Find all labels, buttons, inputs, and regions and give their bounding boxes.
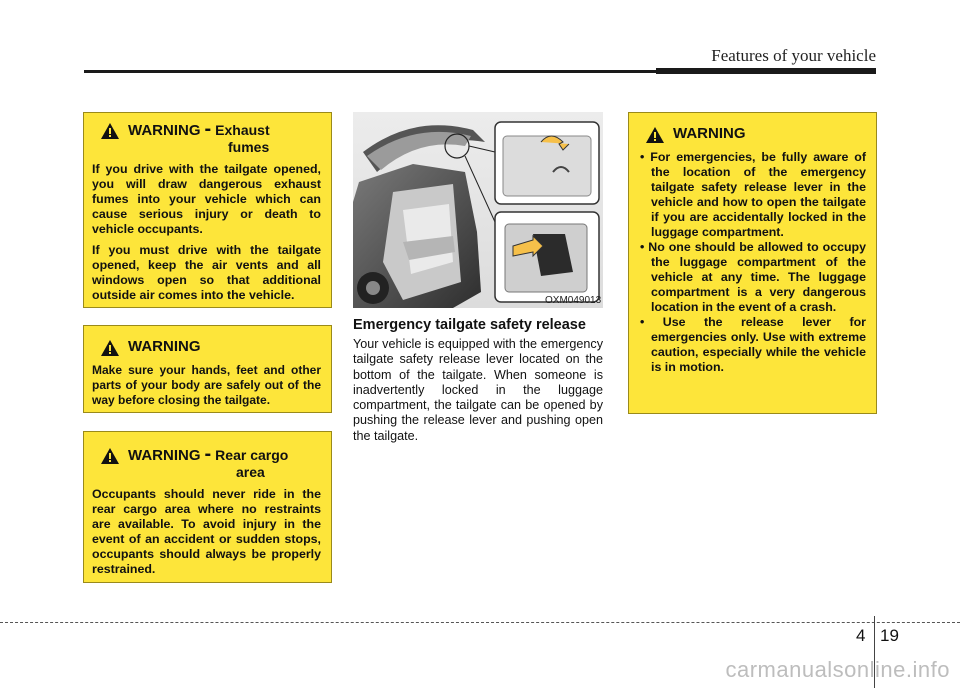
warning-subject: Rear cargo (215, 447, 289, 463)
footer-rule (0, 622, 960, 623)
warning-triangle-icon (100, 122, 120, 140)
chapter-number: 4 (856, 626, 866, 645)
warning-triangle-icon (645, 126, 665, 144)
warning-header (645, 125, 866, 144)
watermark: carmanualsonline.info (725, 657, 950, 682)
warning-header (100, 443, 321, 481)
warning-label: WARNING (673, 125, 746, 142)
section-body: Your vehicle is equipped with the emergency tailgate safety release lever located on the bottom of the tailgate. When someone is inadvertently locked in the luggage compartment, the tailgate can be opened by pushing the release lever and pushing open the tailgate. (353, 337, 603, 443)
warning-hands-feet (83, 325, 332, 413)
warning-exhaust-fumes (83, 112, 332, 308)
figure-code: OXM049013 (545, 295, 602, 306)
warning-paragraph: If you drive with the tailgate opened, you will draw dangerous exhaust fumes into your vehicle which can cause serious injury or death to vehicle occupants. (92, 162, 321, 236)
warning-separator: - (204, 118, 212, 140)
warning-subject: Exhaust (215, 122, 270, 138)
warning-bullet: • Use the release lever for emergencies only. Use with extreme caution, especially while the vehicle is in motion. (640, 315, 867, 374)
page-header-title: Features of your vehicle (711, 46, 876, 65)
warning-separator: - (204, 443, 212, 465)
section-title: Emergency tailgate safety release (353, 317, 586, 333)
warning-label: WARNING (128, 338, 201, 355)
page-number: 19 (880, 626, 899, 645)
header-rule-accent (656, 68, 876, 74)
warning-emergency-release (628, 112, 877, 414)
warning-bullet-list (637, 150, 866, 375)
warning-bullet: • For emergencies, be fully aware of the location of the emergency tailgate safety release lever in the vehicle and how to open the tailgate if you are accidentally locked in the luggage compartment. (640, 150, 867, 239)
warning-header (100, 118, 321, 156)
warning-bullet-text: For emergencies, be fully aware of the location of the emergency tailgate safety release lever in the vehicle and how to open the tailgate if you are accidentally locked in the luggage compartment. (650, 150, 867, 239)
warning-bullet-text: No one should be allowed to occupy the luggage compartment of the vehicle at any time. The luggage compartment is a very dangerous location in the event of a crash. (648, 240, 866, 314)
warning-paragraph: If you must drive with the tailgate opened, keep the air vents and all windows open so that additional outside air comes into the vehicle. (92, 243, 321, 302)
warning-subject-line2: area (236, 464, 265, 480)
warning-label: WARNING (128, 447, 201, 464)
warning-rear-cargo (83, 431, 332, 583)
warning-paragraph: Occupants should never ride in the rear cargo area where no restraints are available. To avoid injury in the event of an accident or sudden stops, occupants should always be properly restrained. (92, 487, 321, 576)
warning-label: WARNING (128, 122, 201, 139)
warning-triangle-icon (100, 339, 120, 357)
warning-header (100, 338, 321, 357)
warning-paragraph: Make sure your hands, feet and other parts of your body are safely out of the way before closing the tailgate. (92, 363, 321, 407)
tailgate-release-illustration (353, 112, 603, 308)
warning-triangle-icon (100, 447, 120, 465)
warning-bullet: • No one should be allowed to occupy the luggage compartment of the vehicle at any time. The luggage compartment is a very dangerous location in the event of a crash. (640, 240, 866, 314)
warning-subject-line2: fumes (228, 139, 270, 155)
warning-bullet-text: Use the release lever for emergencies only. Use with extreme caution, especially while the vehicle is in motion. (651, 315, 867, 374)
